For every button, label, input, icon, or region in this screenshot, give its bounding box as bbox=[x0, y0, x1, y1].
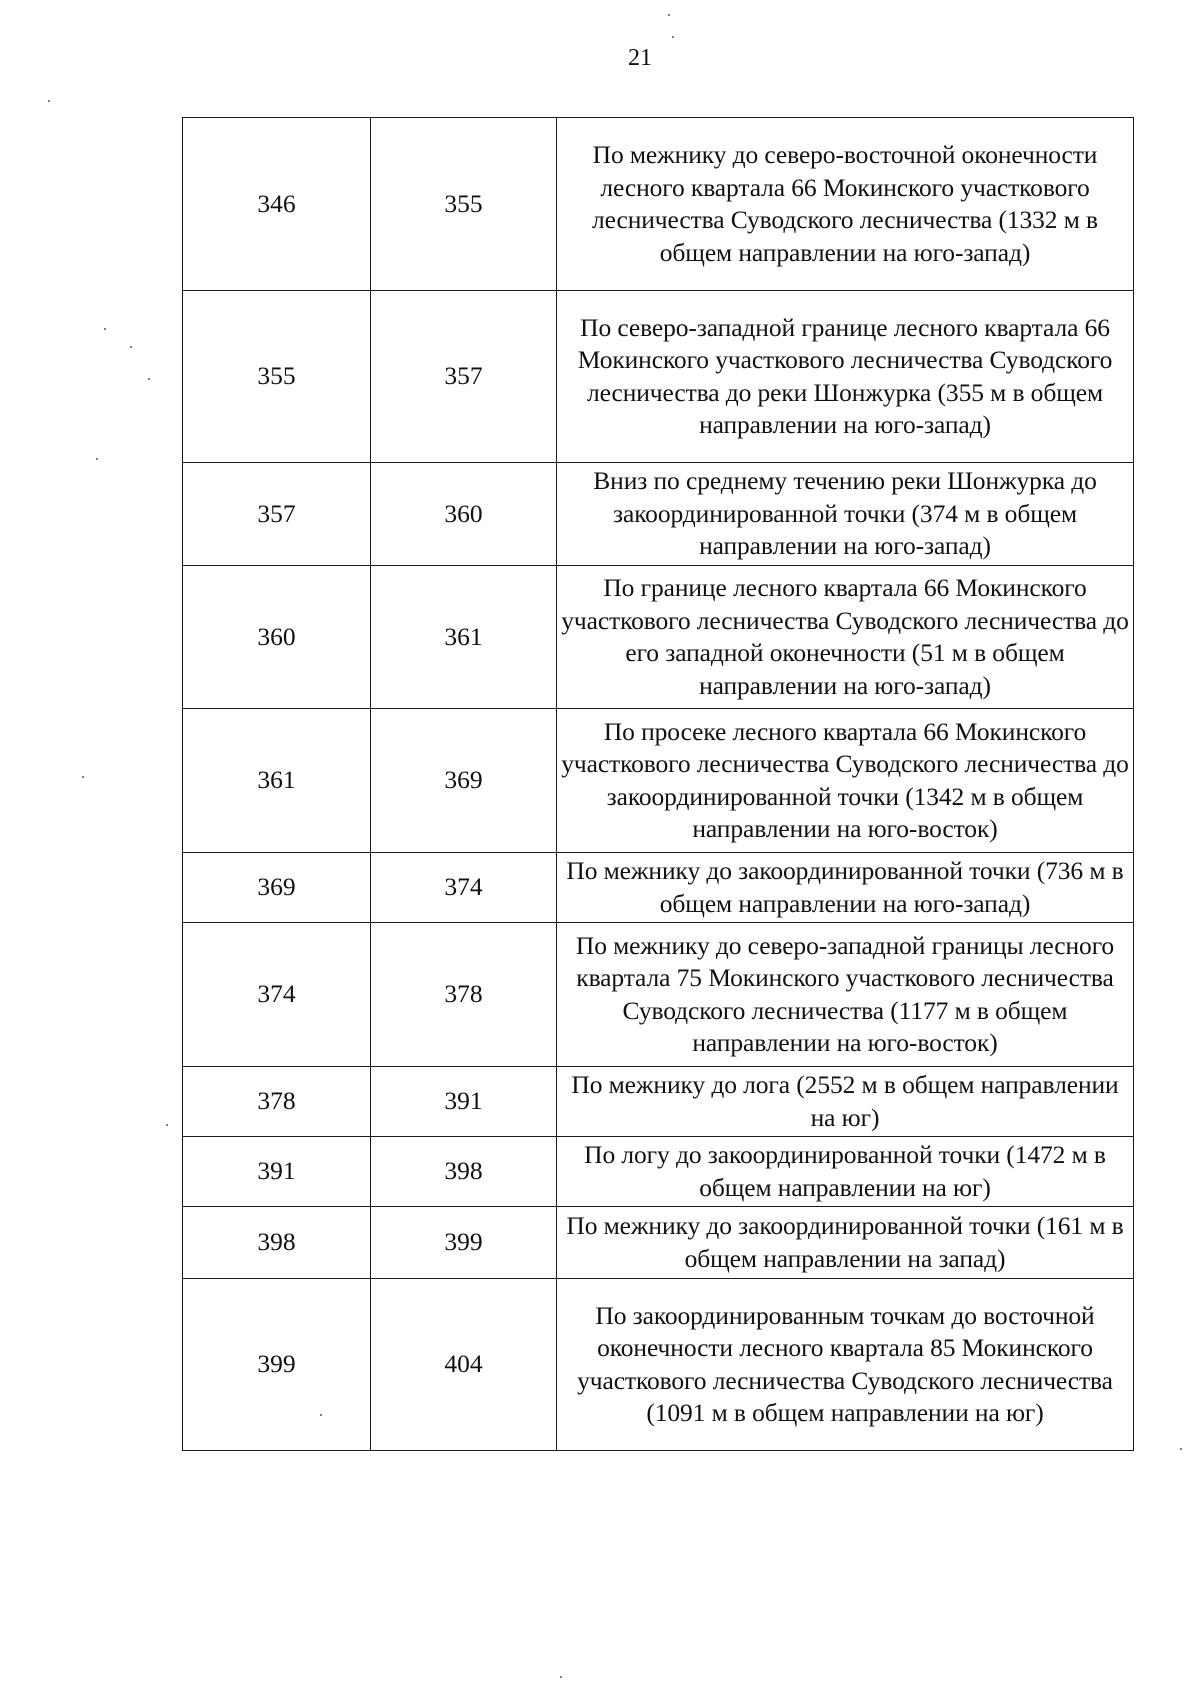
description-cell: По межнику до лога (2552 м в общем направлении на юг) bbox=[557, 1067, 1134, 1137]
description-cell: По северо-западной границе лесного квартала 66 Мокинского участкового лесничества Суводского лесничества до реки Шонжурка (355 м в общем направлении на юго-запад) bbox=[557, 291, 1134, 463]
table-row bbox=[183, 709, 1134, 853]
from-point-cell: 357 bbox=[183, 463, 371, 566]
boundary-table bbox=[182, 117, 1134, 1451]
from-point-cell: 391 bbox=[183, 1137, 371, 1207]
table-row bbox=[183, 923, 1134, 1067]
description-cell: По межнику до северо-восточной оконечности лесного квартала 66 Мокинского участкового лесничества Суводского лесничества (1332 м в общем направлении на юго-запад) bbox=[557, 118, 1134, 291]
to-point-cell: 378 bbox=[371, 923, 557, 1067]
table-row bbox=[183, 853, 1134, 923]
to-point-cell: 399 bbox=[371, 1207, 557, 1279]
scan-speck bbox=[48, 100, 50, 102]
scan-speck bbox=[1180, 1448, 1182, 1450]
to-point-cell: 369 bbox=[371, 709, 557, 853]
table-row bbox=[183, 118, 1134, 291]
to-point-cell: 391 bbox=[371, 1067, 557, 1137]
to-point-cell: 404 bbox=[371, 1279, 557, 1451]
table-row bbox=[183, 1279, 1134, 1451]
boundary-table-body bbox=[183, 118, 1134, 1451]
from-point-cell: 378 bbox=[183, 1067, 371, 1137]
scan-speck bbox=[104, 328, 106, 330]
from-point-cell: 398 bbox=[183, 1207, 371, 1279]
from-point-cell: 369 bbox=[183, 853, 371, 923]
from-point-cell: 346 bbox=[183, 118, 371, 291]
scan-speck bbox=[668, 14, 670, 16]
description-cell: По просеке лесного квартала 66 Мокинского участкового лесничества Суводского лесничества до закоординированной точки (1342 м в общем направлении на юго-восток) bbox=[557, 709, 1134, 853]
table-row bbox=[183, 291, 1134, 463]
scan-speck bbox=[96, 458, 98, 460]
to-point-cell: 374 bbox=[371, 853, 557, 923]
to-point-cell: 398 bbox=[371, 1137, 557, 1207]
description-cell: По межнику до закоординированной точки (736 м в общем направлении на юго-запад) bbox=[557, 853, 1134, 923]
table-row bbox=[183, 566, 1134, 709]
from-point-cell: 399 bbox=[183, 1279, 371, 1451]
description-cell: По логу до закоординированной точки (1472 м в общем направлении на юг) bbox=[557, 1137, 1134, 1207]
from-point-cell: 360 bbox=[183, 566, 371, 709]
table-row bbox=[183, 463, 1134, 566]
description-cell: По межнику до закоординированной точки (161 м в общем направлении на запад) bbox=[557, 1207, 1134, 1279]
scan-speck bbox=[130, 346, 132, 348]
description-cell: По закоординированным точкам до восточной оконечности лесного квартала 85 Мокинского участкового лесничества Суводского лесничества (1091 м в общем направлении на юг) bbox=[557, 1279, 1134, 1451]
table-row bbox=[183, 1137, 1134, 1207]
table-row bbox=[183, 1207, 1134, 1279]
scan-speck bbox=[672, 36, 674, 38]
scan-speck bbox=[82, 776, 84, 778]
from-point-cell: 355 bbox=[183, 291, 371, 463]
scan-speck bbox=[320, 1414, 322, 1416]
page-number: 21 bbox=[628, 45, 652, 71]
scan-speck bbox=[166, 1124, 168, 1126]
description-cell: По межнику до северо-западной границы лесного квартала 75 Мокинского участкового лесничества Суводского лесничества (1177 м в общем направлении на юго-восток) bbox=[557, 923, 1134, 1067]
description-cell: Вниз по среднему течению реки Шонжурка до закоординированной точки (374 м в общем направлении на юго-запад) bbox=[557, 463, 1134, 566]
scan-speck bbox=[148, 378, 150, 380]
from-point-cell: 374 bbox=[183, 923, 371, 1067]
to-point-cell: 355 bbox=[371, 118, 557, 291]
table-row bbox=[183, 1067, 1134, 1137]
from-point-cell: 361 bbox=[183, 709, 371, 853]
to-point-cell: 357 bbox=[371, 291, 557, 463]
to-point-cell: 360 bbox=[371, 463, 557, 566]
description-cell: По границе лесного квартала 66 Мокинского участкового лесничества Суводского лесничества до его западной оконечности (51 м в общем направлении на юго-запад) bbox=[557, 566, 1134, 709]
to-point-cell: 361 bbox=[371, 566, 557, 709]
scan-speck bbox=[560, 1676, 562, 1678]
